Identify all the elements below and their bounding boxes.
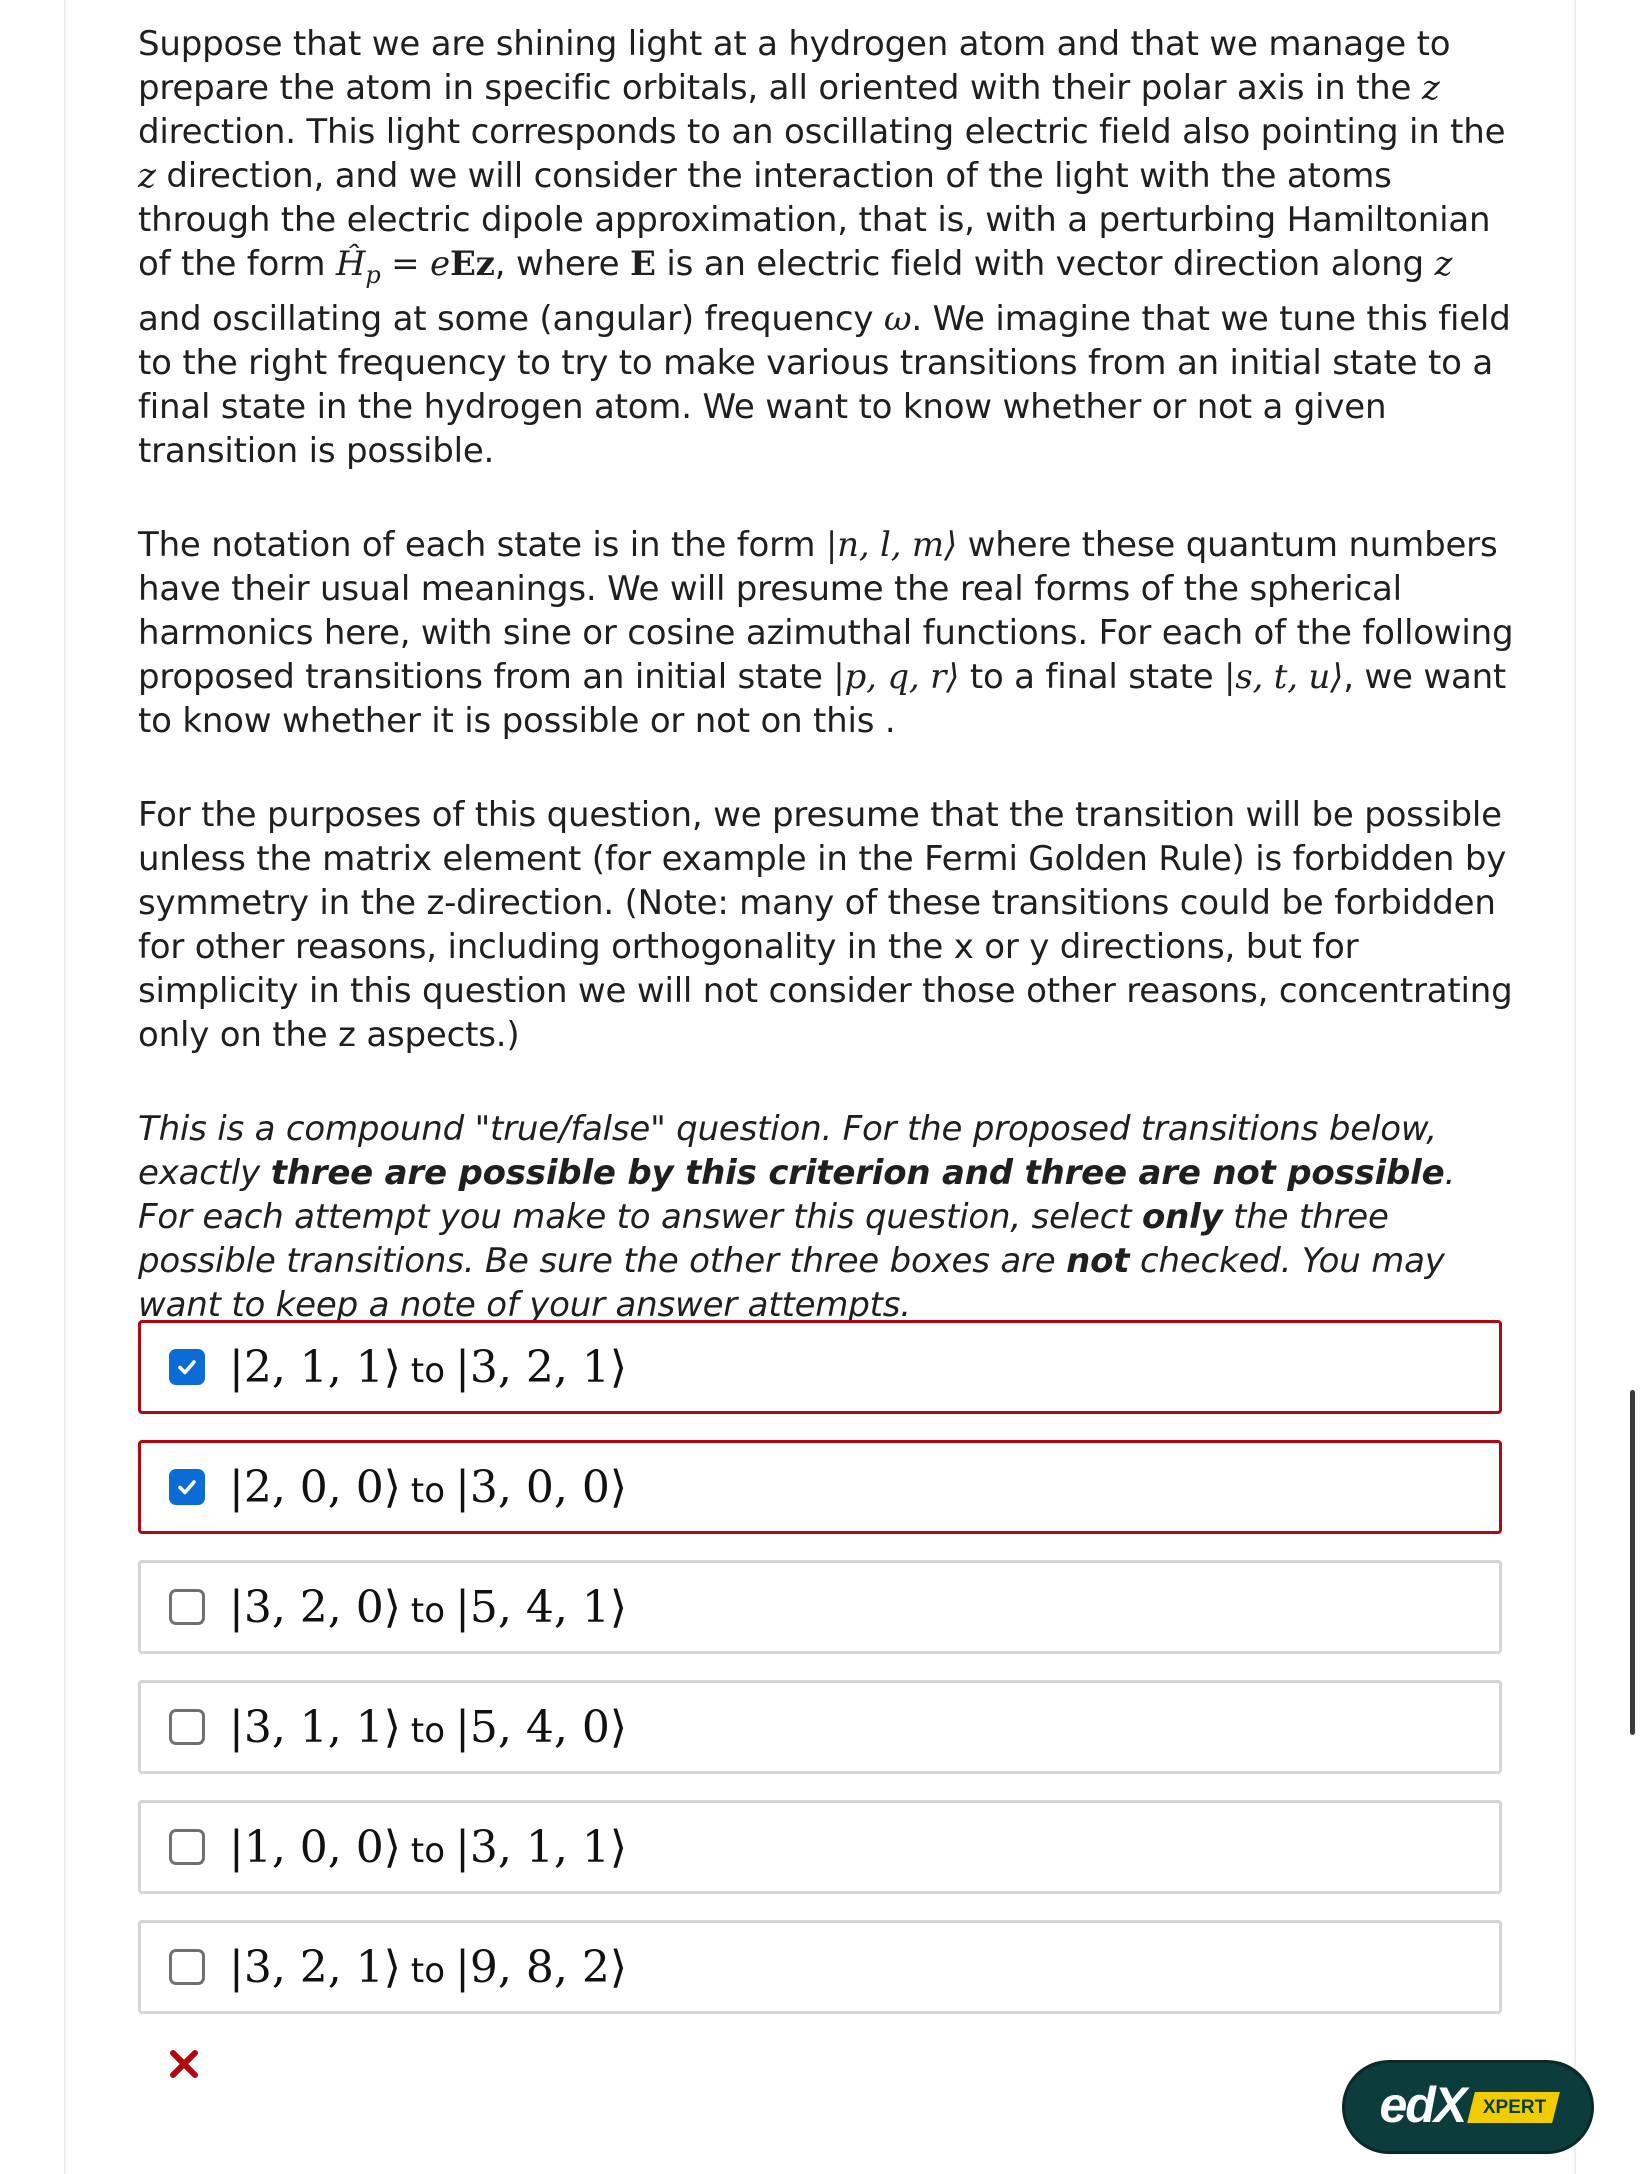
choice-option[interactable] [138, 1560, 1502, 1654]
choice-label [229, 1702, 627, 1753]
xpert-tag [1467, 2092, 1560, 2123]
math-omega: ω [883, 298, 912, 339]
incorrect-x-icon [168, 2048, 200, 2080]
choice-option[interactable] [138, 1920, 1502, 2014]
initial-state: |3, 2, 1⟩ [229, 1941, 401, 1993]
text-span: where these quantum numbers have their usual meanings. We will presume the real forms of the spherical harmonics here, with sine or cosine azimuthal functions. For each of the following proposed transitions from an initial state [138, 524, 1514, 697]
to-word: to [410, 1470, 446, 1511]
math-ket-pqr: |p, q, r⟩ [833, 656, 960, 697]
text-span: the three possible transitions. Be sure the other three boxes are [138, 1196, 1389, 1281]
final-state: |3, 1, 1⟩ [455, 1821, 627, 1873]
intro-paragraph [138, 22, 1518, 473]
text-span: and oscillating at some (angular) frequency [138, 298, 884, 339]
text-span: , where [494, 244, 631, 284]
checkbox[interactable] [169, 1589, 205, 1625]
final-state: |5, 4, 0⟩ [455, 1701, 627, 1753]
final-state: |3, 2, 1⟩ [455, 1341, 627, 1393]
edx-logo: edX [1379, 2077, 1466, 2133]
checkbox[interactable] [169, 1829, 205, 1865]
text-span: Suppose that we are shining light at a hydrogen atom and that we manage to prepare the atom in specific orbitals, all oriented with their polar axis in the [138, 24, 1451, 108]
choice-option[interactable] [138, 1440, 1502, 1534]
text-span: . For each attempt you make to answer this question, select [138, 1152, 1456, 1237]
choice-option[interactable] [138, 1800, 1502, 1894]
notation-paragraph [138, 523, 1518, 743]
initial-state: |1, 0, 0⟩ [229, 1821, 401, 1873]
math-equals: = [380, 244, 431, 284]
math-ez: Ez [449, 244, 495, 284]
choice-option[interactable] [138, 1320, 1502, 1414]
text-span: direction. This light corresponds to an oscillating electric field also pointing in the [138, 112, 1506, 152]
initial-state: |2, 0, 0⟩ [229, 1461, 401, 1513]
math-z: z [1421, 68, 1440, 108]
to-word: to [410, 1710, 446, 1751]
choice-label [229, 1462, 627, 1513]
choice-label [229, 1822, 627, 1873]
xpert-label: XPERT [1483, 2096, 1547, 2118]
page-right-border [1574, 0, 1576, 2174]
text-span: checked. You may want to keep a note of your answer attempts. [138, 1240, 1445, 1325]
checkbox[interactable] [169, 1709, 205, 1745]
text-span: to a final state [959, 656, 1225, 697]
text-span: This is a compound "true/false" question. For the proposed transitions below, exactly [138, 1108, 1437, 1193]
text-span: direction, and we will consider the interaction of the light with the atoms through the electric dipole approximation, that is, with a perturbing Hamiltonian of the form [138, 156, 1491, 284]
text-span: . We imagine that we tune this field to the right frequency to try to make various transitions from an initial state to a final state in the hydrogen atom. We want to know whether or not a given transition is possible. [138, 298, 1511, 471]
checkbox-checked[interactable] [169, 1469, 205, 1505]
math-hamiltonian [335, 244, 381, 289]
criteria-paragraph: For the purposes of this question, we presume that the transition will be possible unless the matrix element (for example in the Fermi Golden Rule) is forbidden by symmetry in the z-direction. (Note: many of these transitions could be forbidden for other reasons, including orthogonality in the x or y directions, but for simplicity in this question we will not consider those other reasons, concentrating only on the z aspects.) [138, 794, 1513, 1055]
initial-state: |2, 1, 1⟩ [229, 1341, 401, 1393]
math-z: z [1434, 244, 1453, 284]
math-ket-nlm: |n, l, m⟩ [825, 524, 958, 565]
edx-xpert-button[interactable] [1342, 2060, 1594, 2154]
math-z: z [138, 156, 156, 196]
math-E: E [630, 244, 656, 284]
choice-list [138, 1320, 1502, 2040]
math-ket-stu: |s, t, u⟩ [1224, 656, 1344, 697]
page-left-border [64, 0, 66, 2174]
choice-option[interactable] [138, 1680, 1502, 1774]
to-word: to [410, 1950, 446, 1991]
scrollbar[interactable] [1630, 1390, 1635, 1735]
math-h: Ĥ [335, 244, 366, 284]
emphasis-text: three are possible by this criterion and three are not possible [270, 1152, 1445, 1193]
checkbox[interactable] [169, 1949, 205, 1985]
initial-state: |3, 1, 1⟩ [229, 1701, 401, 1753]
text-span: is an electric field with vector direction along [655, 244, 1435, 284]
final-state: |5, 4, 1⟩ [455, 1581, 627, 1633]
to-word: to [410, 1350, 446, 1391]
math-sub-p: p [365, 260, 381, 289]
math-e: e [430, 244, 450, 284]
checkmark-icon [175, 1475, 199, 1499]
instructions-paragraph [138, 1107, 1518, 1327]
text-span: The notation of each state is in the form [138, 524, 826, 565]
checkmark-icon [175, 1355, 199, 1379]
choice-label [229, 1342, 627, 1393]
checkbox-checked[interactable] [169, 1349, 205, 1385]
choice-label [229, 1582, 627, 1633]
final-state: |3, 0, 0⟩ [455, 1461, 627, 1513]
choice-label [229, 1942, 627, 1993]
problem-text [138, 22, 1518, 1327]
initial-state: |3, 2, 0⟩ [229, 1581, 401, 1633]
emphasis-text: not [1066, 1240, 1130, 1281]
text-span: , we want to know whether it is possible or not on this . [138, 656, 1507, 741]
emphasis-text: only [1141, 1196, 1223, 1237]
to-word: to [410, 1590, 446, 1631]
to-word: to [410, 1830, 446, 1871]
final-state: |9, 8, 2⟩ [455, 1941, 627, 1993]
